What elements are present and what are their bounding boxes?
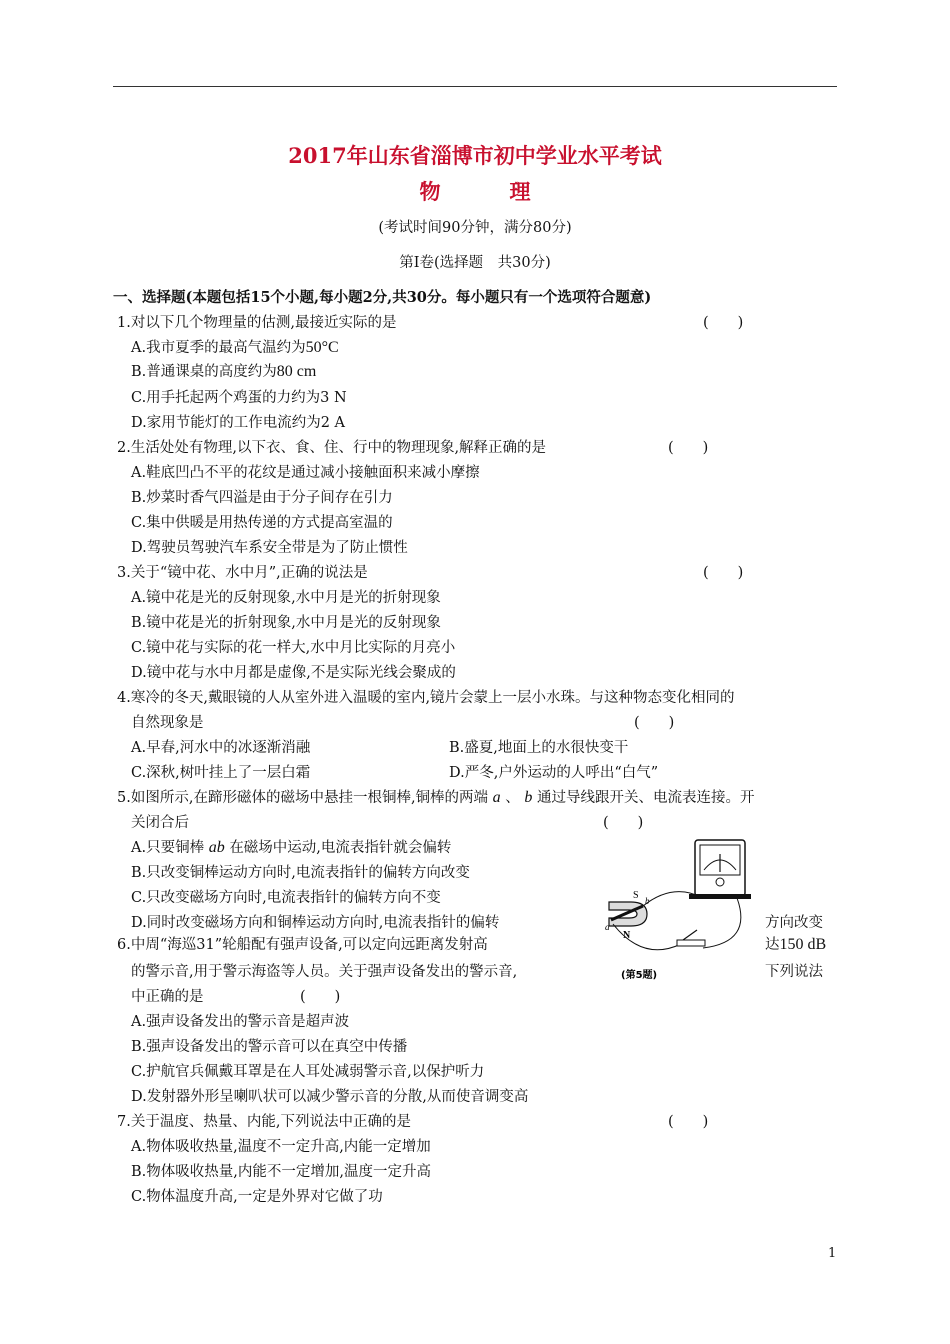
q7-option-a: A.物体吸收热量,温度不一定升高,内能一定增加 xyxy=(131,1139,431,1155)
q6-stem-tail: 达150 dB xyxy=(765,936,827,953)
q4-stem-cont: 自然现象是 xyxy=(131,715,204,731)
q7-bracket: ( ) xyxy=(668,1114,709,1130)
q6-option-d: D.发射器外形呈喇叭状可以减少警示音的分散,从而使音调变高 xyxy=(131,1089,529,1105)
svg-text:S: S xyxy=(633,890,639,901)
q6-option-b: B.强声设备发出的警示音可以在真空中传播 xyxy=(131,1039,408,1055)
q5-option-d: D.同时改变磁场方向和铜棒运动方向时,电流表指针的偏转 xyxy=(131,915,500,931)
svg-text:a: a xyxy=(605,922,610,932)
q5-stem: 5.如图所示,在蹄形磁体的磁场中悬挂一根铜棒,铜棒的两端 a 、 b 通过导线跟开关、电流表连接。开 xyxy=(117,789,755,806)
q4-option-b: B.盛夏,地面上的水很快变干 xyxy=(449,740,629,756)
switch xyxy=(677,940,705,946)
figure-caption: (第5题) xyxy=(621,970,658,981)
q1-bracket: ( ) xyxy=(703,315,744,331)
q2-bracket: ( ) xyxy=(668,440,709,456)
q6-stem-cont2: 中正确的是 xyxy=(131,989,204,1005)
q2-option-a: A.鞋底凹凸不平的花纹是通过减小接触面积来减小摩擦 xyxy=(131,465,480,481)
q6-option-c: C.护航官兵佩戴耳罩是在人耳处减弱警示音,以保护听力 xyxy=(131,1064,485,1080)
q4-option-a: A.早春,河水中的冰逐渐消融 xyxy=(131,740,311,756)
q6-bracket: ( ) xyxy=(300,989,341,1005)
svg-text:N: N xyxy=(623,930,631,941)
q3-bracket: ( ) xyxy=(703,565,744,581)
q3-option-a: A.镜中花是光的反射现象,水中月是光的折射现象 xyxy=(131,590,441,606)
q5-bracket: ( ) xyxy=(603,815,644,831)
q3-option-b: B.镜中花是光的折射现象,水中月是光的反射现象 xyxy=(131,615,441,631)
q5-figure xyxy=(603,832,763,982)
q1-option-d: D.家用节能灯的工作电流约为2 A xyxy=(131,415,346,431)
q5-option-d-tail: 方向改变 xyxy=(765,915,823,931)
q4-option-c: C.深秋,树叶挂上了一层白霜 xyxy=(131,765,311,781)
q1-option-b: B.普通课桌的高度约为80 cm xyxy=(131,363,317,380)
subject-title: 物 理 xyxy=(419,179,555,204)
q6-stem-cont: 的警示音,用于警示海盗等人员。关于强声设备发出的警示音, xyxy=(131,964,518,980)
q2-option-d: D.驾驶员驾驶汽车系安全带是为了防止惯性 xyxy=(131,540,408,556)
page-number: 1 xyxy=(828,1246,837,1261)
exam-info: (考试时间90分钟，满分80分) xyxy=(378,220,572,236)
header-rule xyxy=(113,86,837,87)
q1-stem: 1.对以下几个物理量的估测,最接近实际的是 xyxy=(117,315,397,331)
q5-option-b: B.只改变铜棒运动方向时,电流表指针的偏转方向改变 xyxy=(131,865,470,881)
q4-option-d: D.严冬,户外运动的人呼出“白气” xyxy=(449,765,659,781)
q7-stem: 7.关于温度、热量、内能,下列说法中正确的是 xyxy=(117,1114,411,1130)
q1-option-c: C.用手托起两个鸡蛋的力约为3 N xyxy=(131,390,347,406)
svg-text:b: b xyxy=(645,896,650,906)
q4-bracket: ( ) xyxy=(634,715,675,731)
q4-stem: 4.寒冷的冬天,戴眼镜的人从室外进入温暖的室内,镜片会蒙上一层小水珠。与这种物态变化相同的 xyxy=(117,690,735,706)
q5-stem-cont: 关闭合后 xyxy=(131,815,189,831)
volume-title: 第Ⅰ卷(选择题 共30分) xyxy=(399,255,551,271)
exam-title: 2017年山东省淄博市初中学业水平考试 xyxy=(288,143,662,168)
section-heading: 一、选择题(本题包括15个小题,每小题2分,共30分。每小题只有一个选项符合题意) xyxy=(113,289,652,306)
q7-option-b: B.物体吸收热量,内能不一定增加,温度一定升高 xyxy=(131,1164,431,1180)
q5-option-c: C.只改变磁场方向时,电流表指针的偏转方向不变 xyxy=(131,890,441,906)
q2-option-c: C.集中供暖是用热传递的方式提高室温的 xyxy=(131,515,393,531)
q2-stem: 2.生活处处有物理,以下衣、食、住、行中的物理现象,解释正确的是 xyxy=(117,440,547,456)
q2-option-b: B.炒菜时香气四溢是由于分子间存在引力 xyxy=(131,490,393,506)
q6-stem: 6.中周“海巡31”轮船配有强声设备,可以定向远距离发射高 xyxy=(117,937,488,953)
q3-option-d: D.镜中花与水中月都是虚像,不是实际光线会聚成的 xyxy=(131,665,456,681)
q6-stem-cont-tail: 下列说法 xyxy=(765,964,823,980)
q3-option-c: C.镜中花与实际的花一样大,水中月比实际的月亮小 xyxy=(131,640,456,656)
q1-option-a: A.我市夏季的最高气温约为50°C xyxy=(131,339,339,356)
q3-stem: 3.关于“镜中花、水中月”,正确的说法是 xyxy=(117,565,368,581)
q5-option-a: A.只要铜棒 ab 在磁场中运动,电流表指针就会偏转 xyxy=(131,839,452,856)
q7-option-c: C.物体温度升高,一定是外界对它做了功 xyxy=(131,1189,383,1205)
q6-option-a: A.强声设备发出的警示音是超声波 xyxy=(131,1014,350,1030)
